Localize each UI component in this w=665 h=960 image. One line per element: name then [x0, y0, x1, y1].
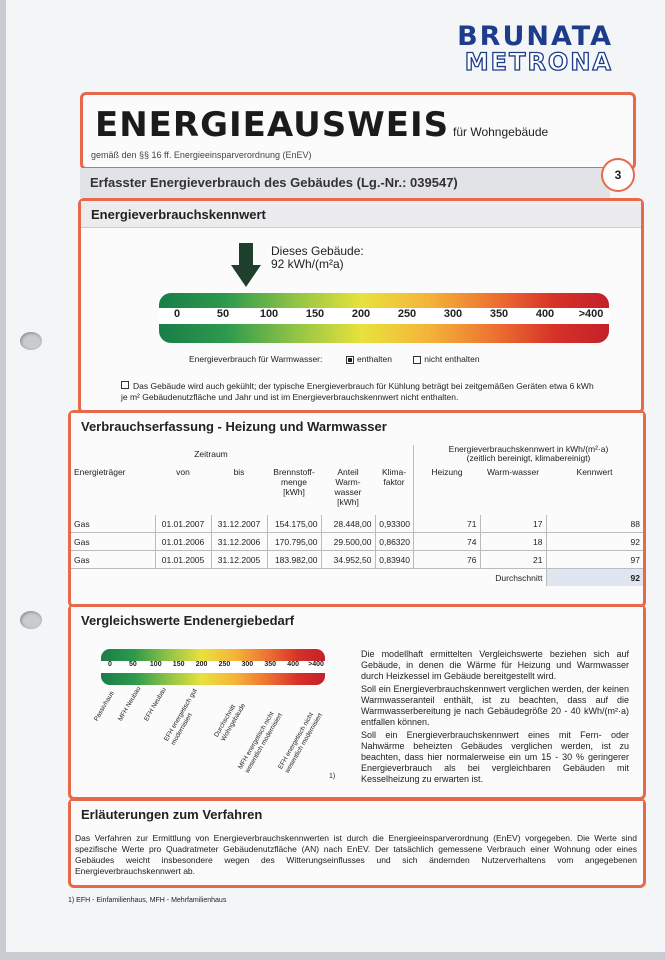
building-type-label: MFH Neubau: [117, 685, 143, 723]
kennwert-section: [78, 198, 644, 414]
cell-brennstoffmenge: 170.795,00: [267, 533, 321, 551]
building-type-label: Passivhaus: [93, 690, 116, 723]
col-anteil-warmwasser: Anteil Warm-wasser [kWh]: [334, 467, 362, 507]
cell-heizung: 76: [414, 551, 481, 569]
building-type-label: EFH energetisch gut modernisiert: [163, 687, 199, 747]
erlaeuterungen-heading: Erläuterungen zum Verfahren: [81, 807, 263, 822]
cell-kennwert: 92: [546, 533, 643, 551]
vergleich-text-2: Soll ein Energieverbrauchskennwert verglichen werden, der keinen Warmwasseranteil enthält, ist zu beachten, dass auf die Warmwasserbereitung je nach Gebäudegröße 20 - 40 kWh/(m²·a) entfallen können.: [361, 684, 629, 727]
scale-tick-label: 0: [173, 308, 181, 320]
cell-anteil-warmwasser: 29.500,00: [321, 533, 375, 551]
scale-tick-label: 350: [264, 661, 277, 668]
cell-warmwasser: 17: [480, 515, 546, 533]
table-header-row: [71, 445, 643, 463]
col-heizung: Heizung: [431, 467, 463, 477]
building-type-label: EFH energetisch nicht wesentlich modernisiert: [277, 711, 324, 775]
logo-line-1: BRUNATA: [457, 21, 613, 52]
vergleich-text: [361, 649, 629, 787]
erlaeuterungen-text: Das Verfahren zur Ermittlung von Energieverbrauchskennwerten ist durch die Energieeinsparverordnung (EnEV) vorgegeben. Die Werte sind spezifische Werte pro Quadratmeter Gebäudenutzfläche (AN) nach EnEV. Der tatsächlich gemessene Verbrauch einer Wohnung oder eines Gebäudes weicht insbesondere wegen des Witterungseinflusses und sich ändernden Nutzerverhaltens vom angegebenen Energieverbrauchskennwert ab.: [75, 833, 637, 876]
page-title: ENERGIEAUSWEIS: [95, 105, 450, 145]
col-kennwert-group: [414, 445, 644, 463]
section-bar: [80, 168, 610, 198]
scale-tick-label: 50: [128, 661, 137, 668]
cooling-note-text: Das Gebäude wird auch gekühlt; der typische Energieverbrauch für Kühlung beträgt bei zeitgemäßen Geräten etwa 6 kWh je m² Gebäudenutzfläche und Jahr und ist im Energieverbrauchskennwert nicht enthalten.: [121, 381, 594, 402]
cooling-checkbox[interactable]: [121, 381, 129, 389]
col-zeitraum: Zeitraum: [194, 449, 228, 459]
scale-tick-label: 150: [305, 308, 325, 320]
col-von: von: [176, 467, 190, 477]
verbrauch-table: [71, 445, 643, 586]
scale-tick-label: 350: [489, 308, 509, 320]
punch-hole: [20, 611, 42, 629]
vergleich-header: [71, 607, 643, 633]
cell-brennstoffmenge: 183.982,00: [267, 551, 321, 569]
col-bis: bis: [233, 467, 245, 477]
col-klimafaktor: Klima-faktor: [375, 463, 414, 515]
col-kennwert-group-1: Energieverbrauchskennwert in kWh/(m²·a): [448, 444, 609, 454]
cell-anteil-warmwasser: 28.448,00: [321, 515, 375, 533]
this-building-label: Dieses Gebäude:: [271, 244, 364, 258]
logo-line-2: METRONA: [464, 48, 613, 76]
section-bar-text: Erfasster Energieverbrauch des Gebäudes (Lg.-Nr.: 039547): [90, 175, 458, 190]
cell-klimafaktor: 0,93300: [375, 515, 414, 533]
col-kennwert: Kennwert: [576, 467, 613, 477]
col-kennwert-group-2: (zeitlich bereinigt, klimabereinigt): [466, 453, 591, 463]
col-warmwasser: Warm-wasser: [486, 467, 540, 477]
average-value: 92: [546, 569, 643, 587]
comparison-scale: [101, 649, 325, 685]
verbrauch-section: [68, 410, 646, 608]
table-column-row: [71, 463, 643, 515]
cell-von: 01.01.2005: [155, 551, 211, 569]
verbrauch-heading: Verbrauchserfassung - Heizung und Warmwasser: [81, 419, 387, 434]
verbrauch-header: [71, 413, 643, 439]
vergleich-heading: Vergleichswerte Endenergiebedarf: [81, 613, 295, 628]
cell-energietraeger: Gas: [71, 515, 155, 533]
warmwasser-label: Energieverbrauch für Warmwasser:: [189, 354, 323, 364]
document-page: [6, 0, 665, 952]
table-row: [71, 551, 643, 569]
title-for: für Wohngebäude: [453, 125, 549, 139]
comparison-scale-ticks: [101, 661, 325, 673]
erlaeuterungen-header: [71, 801, 643, 827]
warmwasser-included-label: enthalten: [357, 354, 392, 364]
cell-bis: 31.12.2005: [211, 551, 267, 569]
punch-hole: [20, 332, 42, 350]
scale-tick-label: 400: [287, 661, 299, 668]
cell-bis: 31.12.2007: [211, 515, 267, 533]
cell-energietraeger: Gas: [71, 551, 155, 569]
cell-klimafaktor: 0,83940: [375, 551, 414, 569]
brunata-metrona-logo: [457, 21, 613, 76]
cell-von: 01.01.2007: [155, 515, 211, 533]
scale-tick-label: >400: [308, 661, 324, 668]
vergleich-text-3: Soll ein Energieverbrauchskennwert eines mit Fern- oder Nahwärme beheizten Gebäudes verglichen werden, ist zu beachten, dass hier normalerweise ein um 15 - 30 % geringerer Energieverbrauch als bei vergleichbaren Gebäuden mit Kesselheizung zu erwarten ist.: [361, 730, 629, 784]
vergleich-section: [68, 604, 646, 800]
cell-kennwert: 88: [546, 515, 643, 533]
scale-tick-label: 200: [351, 308, 371, 320]
cell-brennstoffmenge: 154.175,00: [267, 515, 321, 533]
page-number: 3: [601, 158, 635, 192]
building-type-label: MFH energetisch nicht wesentlich modernisiert: [237, 710, 284, 775]
title-box: [80, 92, 636, 170]
energy-scale: [159, 293, 609, 343]
col-brennstoffmenge: Brennstoff-menge [kWh]: [273, 467, 315, 497]
cooling-note: [121, 381, 601, 403]
cell-heizung: 74: [414, 533, 481, 551]
building-type-label: Durchschnitt Wohngebäude: [213, 702, 248, 743]
cell-bis: 31.12.2006: [211, 533, 267, 551]
building-type-label: EFH Neubau: [143, 686, 168, 723]
warmwasser-row: [189, 354, 480, 364]
title-subtitle: gemäß den §§ 16 ff. Energieeinsparverordnung (EnEV): [91, 150, 312, 160]
scale-tick-label: 150: [172, 661, 185, 668]
cell-von: 01.01.2006: [155, 533, 211, 551]
energy-scale-ticks: [159, 308, 609, 324]
arrow-head-icon: [231, 265, 261, 287]
cell-klimafaktor: 0,86320: [375, 533, 414, 551]
scale-tick-label: 100: [259, 308, 279, 320]
warmwasser-included-checkbox[interactable]: [346, 356, 354, 364]
scale-tick-label: 50: [216, 308, 230, 320]
footnote-marker: 1): [329, 773, 336, 780]
this-building-value: 92 kWh/(m²a): [271, 257, 344, 271]
kennwert-header: [81, 201, 641, 228]
kennwert-heading: Energieverbrauchskennwert: [91, 207, 266, 222]
warmwasser-excluded-checkbox[interactable]: [413, 356, 421, 364]
scale-tick-label: 100: [149, 661, 162, 668]
table-row: [71, 515, 643, 533]
cell-warmwasser: 18: [480, 533, 546, 551]
warmwasser-excluded-label: nicht enthalten: [424, 354, 480, 364]
cell-anteil-warmwasser: 34.952,50: [321, 551, 375, 569]
average-row: [71, 569, 643, 587]
scale-tick-label: 300: [241, 661, 254, 668]
footnote: 1) EFH - Einfamilienhaus, MFH - Mehrfamilienhaus: [68, 897, 227, 904]
scale-tick-label: 250: [218, 661, 231, 668]
average-label: Durchschnitt: [71, 569, 546, 587]
cell-heizung: 71: [414, 515, 481, 533]
scale-tick-label: 0: [108, 661, 112, 668]
scale-tick-label: 250: [397, 308, 417, 320]
cell-kennwert: 97: [546, 551, 643, 569]
vergleich-text-1: Die modellhaft ermittelten Vergleichswerte beziehen sich auf Gebäude, in denen die Wärme für Heizung und Warmwasser durch Heizkessel im Gebäude bereitgestellt wird.: [361, 649, 629, 681]
scale-tick-label: 300: [443, 308, 463, 320]
scale-tick-label: 200: [195, 661, 208, 668]
erlaeuterungen-section: [68, 798, 646, 888]
scale-tick-label: 400: [535, 308, 555, 320]
table-row: [71, 533, 643, 551]
cell-energietraeger: Gas: [71, 533, 155, 551]
col-energietraeger: Energieträger: [74, 467, 126, 477]
scale-tick-label: >400: [578, 308, 604, 320]
this-building: [271, 245, 364, 271]
cell-warmwasser: 21: [480, 551, 546, 569]
